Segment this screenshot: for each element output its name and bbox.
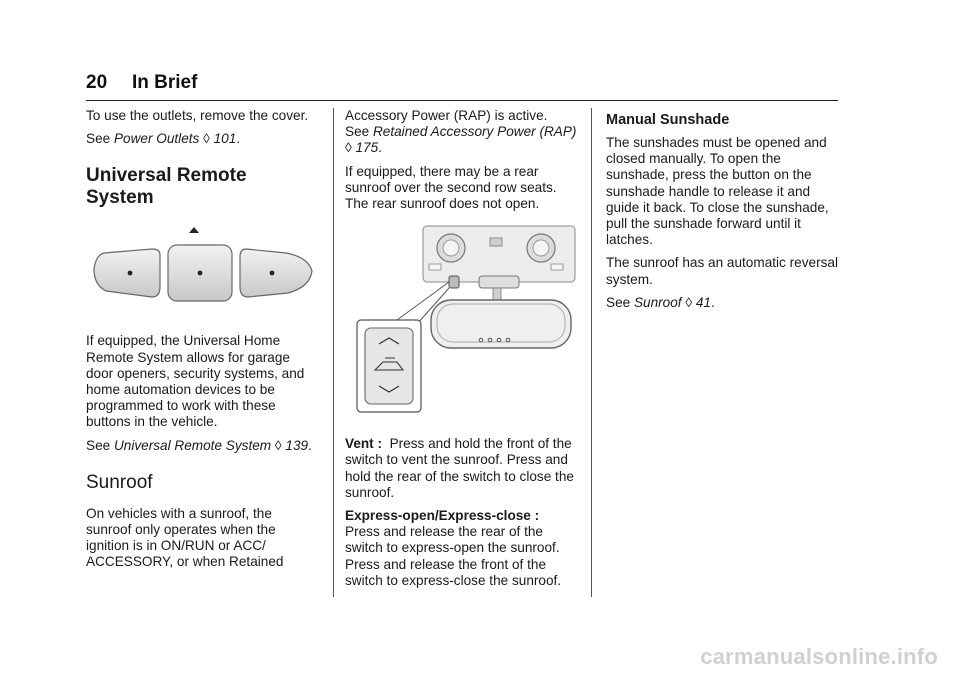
console-buttons <box>479 276 519 288</box>
outlets-paragraph: To use the outlets, remove the cover. <box>86 108 309 123</box>
button-dot-icon <box>128 271 133 276</box>
remote-button-1 <box>94 249 160 297</box>
watermark: carmanualsonline.info <box>700 644 938 669</box>
button-dot-icon <box>198 271 203 276</box>
page-reference-icon: ◊ <box>274 437 282 453</box>
remote-button-3 <box>240 249 312 297</box>
vent-label: Vent : <box>345 436 383 452</box>
rap-link[interactable]: Retained Accessory Power (RAP) <box>372 124 577 140</box>
see-rap: See Retained Accessory Power (RAP) ◊ 175. <box>345 124 577 156</box>
page-reference-icon: ◊ <box>345 140 352 156</box>
manual-sunshade-heading: Manual Sunshade <box>606 112 730 128</box>
universal-remote-heading: Universal Remote System <box>86 165 247 209</box>
sunroof-heading: Sunroof <box>86 471 153 493</box>
sunroof-page[interactable]: 41 <box>695 294 711 310</box>
header-rule <box>86 100 838 101</box>
universal-remote-buttons-illustration <box>86 225 318 307</box>
vent-paragraph: Vent : Press and hold the front of the switch to vent the sunroof. Press and hold the rear of the switch to close the sunroof. <box>345 436 574 500</box>
column-divider-1 <box>333 108 334 597</box>
sunroof-switch-small <box>449 276 459 288</box>
page-number: 20 <box>86 72 108 93</box>
express-label: Express-open/Express-close : <box>345 508 540 524</box>
universal-remote-link[interactable]: Universal Remote System <box>113 437 272 453</box>
rap-active-line: Accessory Power (RAP) is active. <box>345 108 548 123</box>
column-3 <box>606 108 838 318</box>
sunshade-paragraph: The sunshades must be opened and closed manually. To open the sunshade, press the button on the sunshade handle to release it and guide it back. To close the sunshade, pull the sunshade forward until it latches. <box>606 135 829 248</box>
indicator-light-icon <box>189 227 199 233</box>
column-2 <box>345 108 579 596</box>
reversal-paragraph: The sunroof has an automatic reversal system. <box>606 255 838 287</box>
column-1 <box>86 108 318 578</box>
sunroof-paragraph: On vehicles with a sunroof, the sunroof only operates when the ignition is in ON/RUN or ACC/ ACCESSORY, or when Retained <box>86 505 284 570</box>
section-title: In Brief <box>132 72 198 93</box>
page-reference-icon: ◊ <box>685 294 693 310</box>
page-reference-icon: ◊ <box>203 131 210 147</box>
see-sunroof: See Sunroof ◊ 41. <box>606 294 715 310</box>
column-divider-2 <box>591 108 592 597</box>
universal-remote-page[interactable]: 139 <box>285 437 309 453</box>
see-power-outlets: See Power Outlets ◊ 101. <box>86 131 241 147</box>
button-dot-icon <box>270 271 275 276</box>
power-outlets-link[interactable]: Power Outlets <box>113 131 200 147</box>
see-universal-remote: See Universal Remote System ◊ 139. <box>86 437 312 453</box>
sunroof-switch-illustration <box>345 224 579 414</box>
universal-remote-paragraph: If equipped, the Universal Home Remote System allows for garage door openers, security systems, and home automation devices to be programmed to work with these buttons in the vehicle. <box>86 333 305 430</box>
power-outlets-page[interactable]: 101 <box>213 131 237 147</box>
sunroof-link[interactable]: Sunroof <box>633 294 682 310</box>
page-header <box>86 72 197 94</box>
rap-page[interactable]: 175 <box>355 140 379 156</box>
express-paragraph: Press and release the rear of the switch to express-open the sunroof. Press and release the front of the switch to express-close the sunroof. <box>345 524 562 588</box>
rear-sunroof-paragraph: If equipped, there may be a rear sunroof over the second row seats. The rear sunroof does not open. <box>345 163 557 212</box>
